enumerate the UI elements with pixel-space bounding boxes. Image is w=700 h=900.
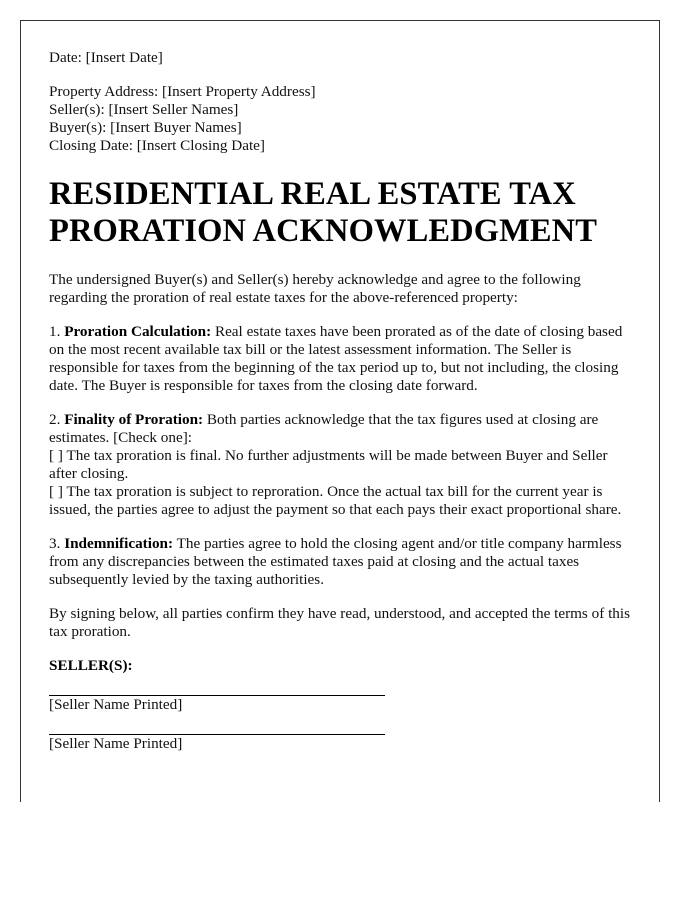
intro-paragraph: The undersigned Buyer(s) and Seller(s) hereby acknowledge and agree to the following regarding the proration of real estate taxes for the above-referenced property:: [49, 271, 581, 306]
option-final: [49, 447, 634, 483]
section-label: Proration Calculation:: [64, 323, 212, 340]
option-text: The tax proration is subject to reproration. Once the actual tax bill for the current year is issued, the parties agree to adjust the payment so that each pays their exact proportional share.: [49, 483, 622, 518]
seller-name-printed-label: [Seller Name Printed]: [49, 696, 183, 713]
section-indemnification: [49, 535, 634, 589]
title-line-2: PRORATION ACKNOWLEDGMENT: [49, 213, 598, 249]
seller-signature-block-2: [49, 734, 385, 753]
option-reproration: [49, 483, 634, 519]
section-label: Indemnification:: [64, 535, 174, 552]
document-page: [20, 20, 660, 802]
seller-name-printed-label: [Seller Name Printed]: [49, 735, 183, 752]
property-info-block: [49, 83, 634, 155]
buyers-field: Buyer(s): [Insert Buyer Names]: [49, 119, 242, 136]
section-proration-calculation: [49, 323, 634, 395]
checkbox-final[interactable]: [ ]: [49, 447, 63, 464]
option-text: The tax proration is final. No further adjustments will be made between Buyer and Seller after closing.: [49, 447, 608, 482]
checkbox-reproration[interactable]: [ ]: [49, 483, 63, 500]
section-text: Both parties acknowledge that the tax figures used at closing are estimates. [Check one]:: [49, 411, 599, 446]
date-field: Date: [Insert Date]: [49, 49, 163, 66]
document-title: [49, 176, 634, 250]
property-address-field: Property Address: [Insert Property Address]: [49, 83, 316, 100]
section-text: Real estate taxes have been prorated as of the date of closing based on the most recent available tax bill or the latest assessment information. The Seller is responsible for taxes from the beginning of the tax period up to, but not including, the closing date. The Buyer is responsible for taxes from the closing date forward.: [49, 323, 623, 394]
seller-signature-block-1: [49, 695, 385, 714]
section-number: 3.: [49, 535, 65, 552]
sellers-field: Seller(s): [Insert Seller Names]: [49, 101, 239, 118]
section-number: 2.: [49, 411, 65, 428]
closing-date-field: Closing Date: [Insert Closing Date]: [49, 137, 265, 154]
section-text: The parties agree to hold the closing agent and/or title company harmless from any discrepancies between the estimated taxes paid at closing and the actual taxes subsequently levied by the taxing authorities.: [49, 535, 622, 588]
closing-statement: By signing below, all parties confirm they have read, understood, and accepted the terms of this tax proration.: [49, 605, 631, 640]
section-finality-of-proration: [49, 411, 634, 519]
section-number: 1.: [49, 323, 65, 340]
section-intro: [49, 411, 634, 447]
section-label: Finality of Proration:: [64, 411, 204, 428]
document-content: [49, 49, 634, 753]
title-line-1: RESIDENTIAL REAL ESTATE TAX: [49, 176, 576, 212]
seller-signature-heading: SELLER(S):: [49, 657, 133, 674]
